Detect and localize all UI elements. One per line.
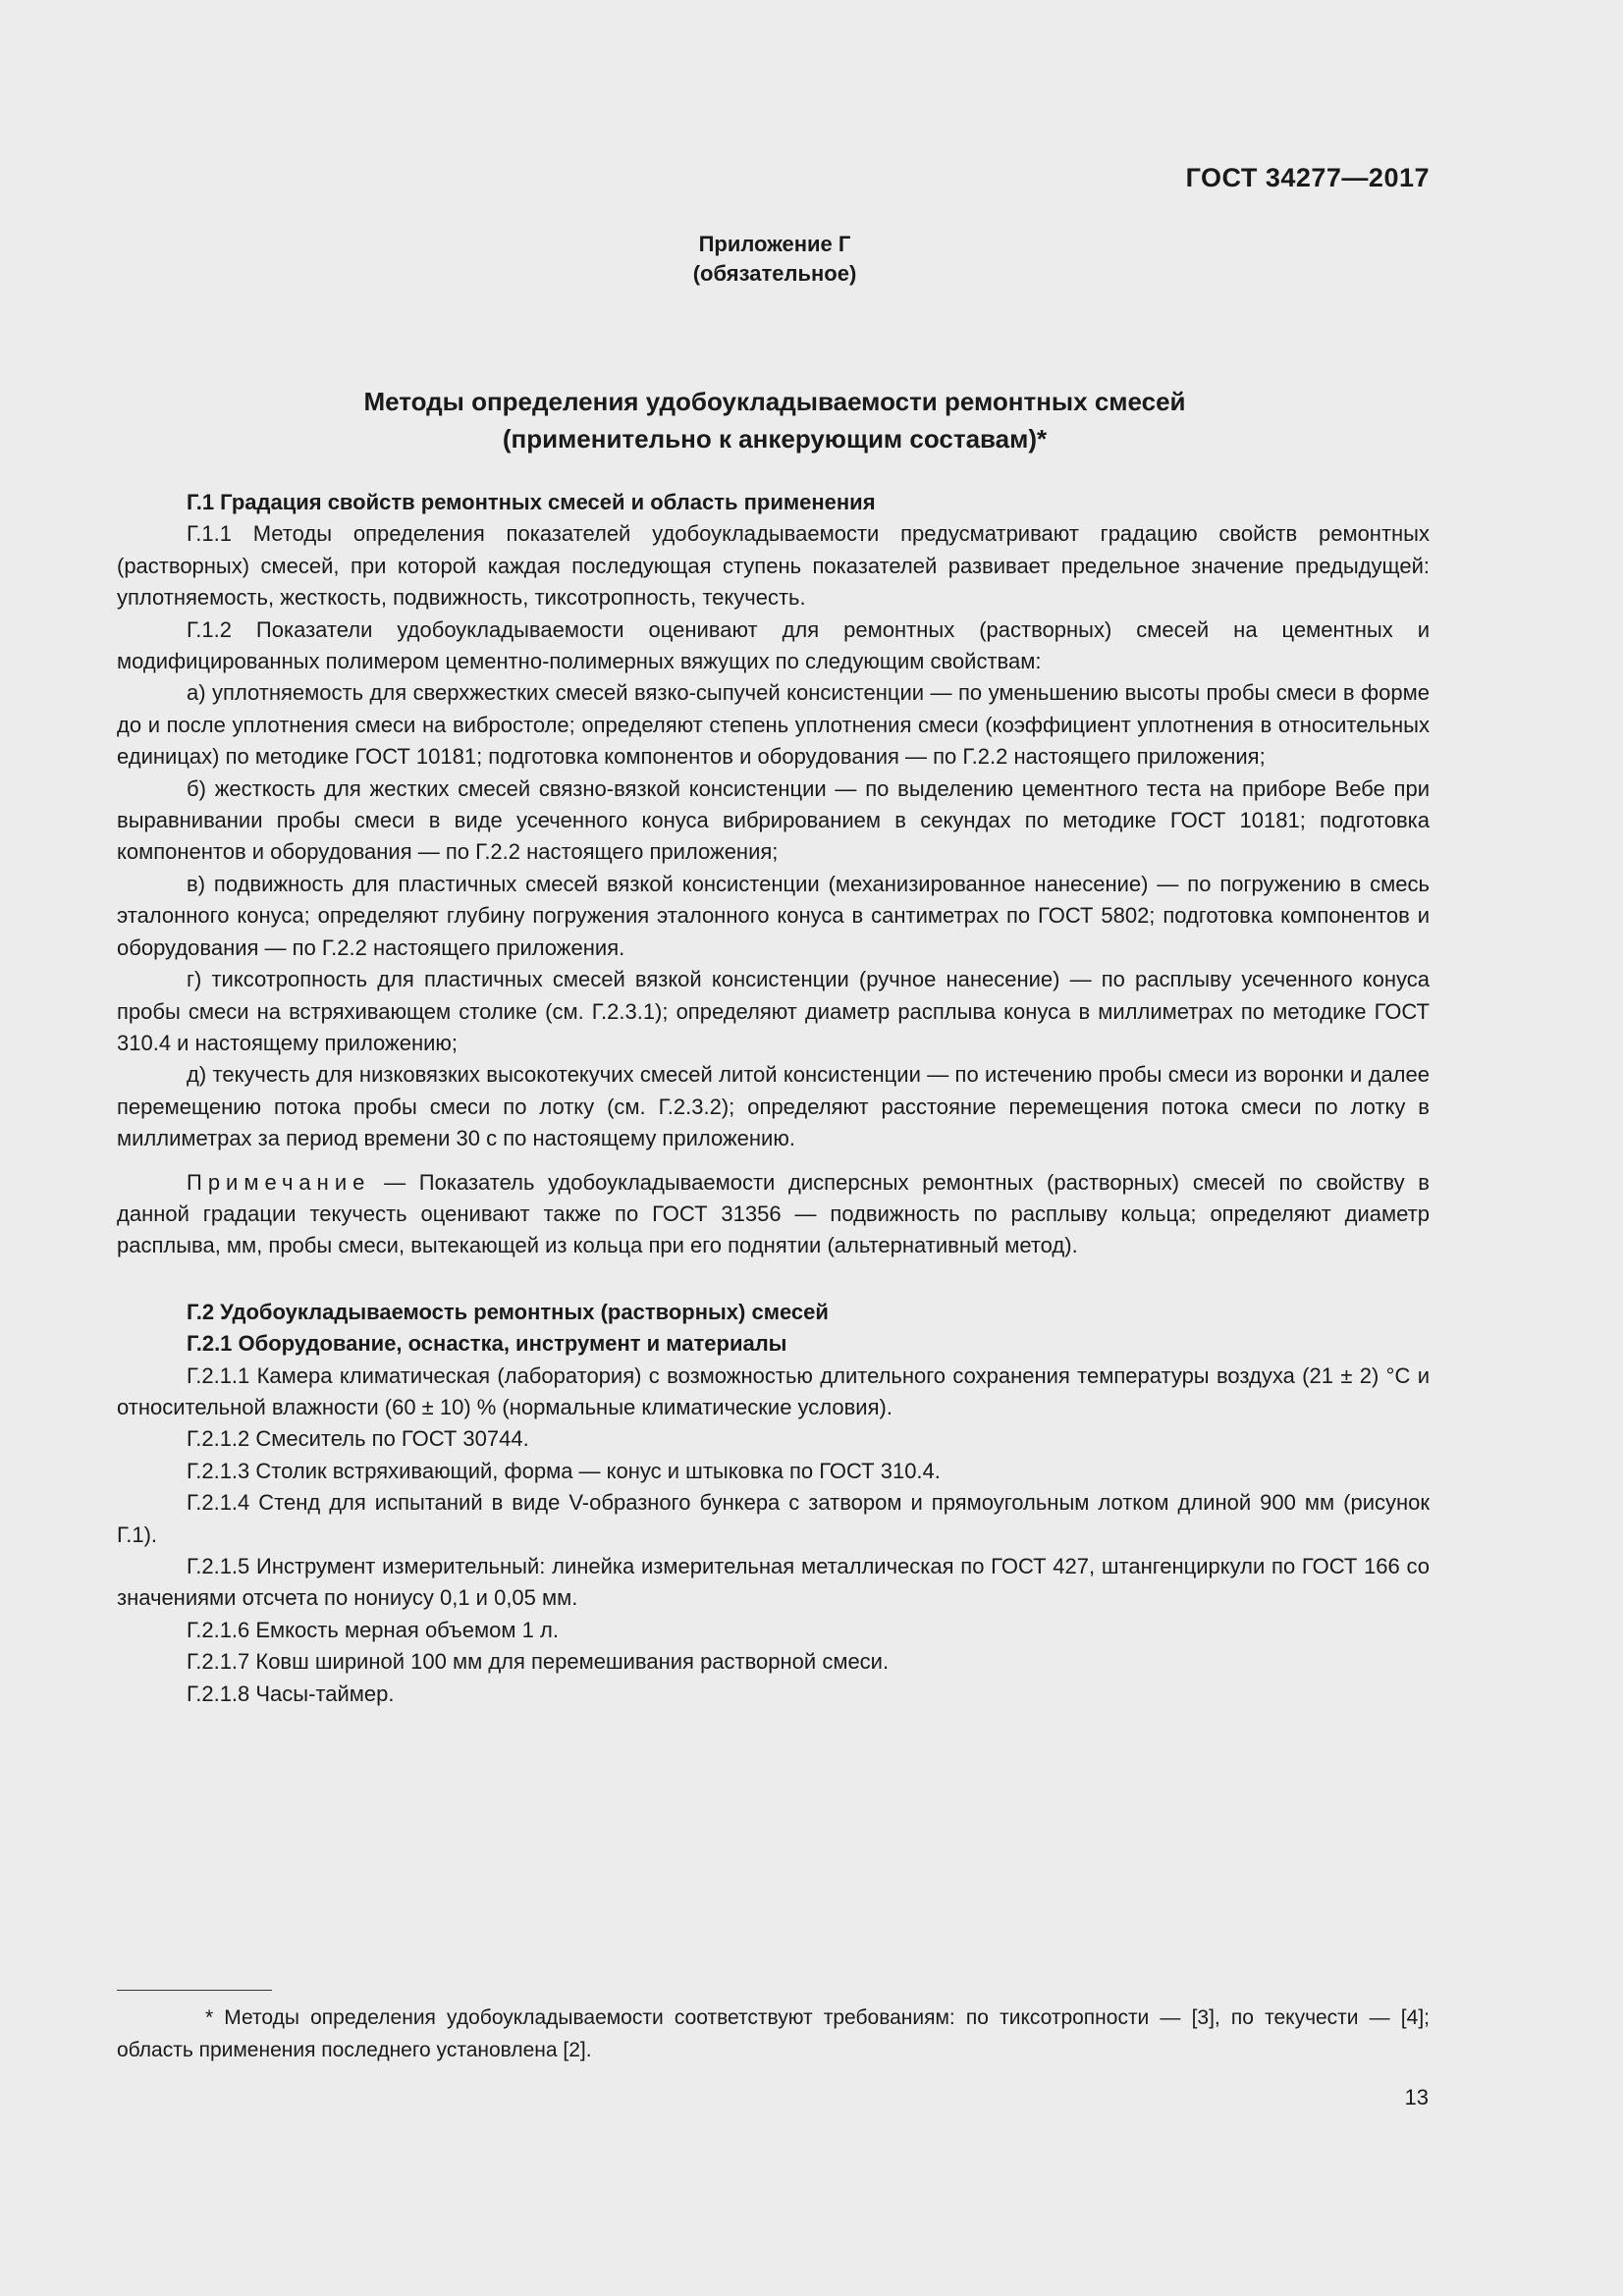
list-item-d: д) текучесть для низковязких высокотекучих смесей литой консистенции — по истечению пробы смеси из воронки и далее перемещению потока пробы смеси по лотку (см. Г.2.3.2); определяют расстояние перемещения потока смеси по лотку в миллиметрах за период времени 30 с по настоящему приложению. — [117, 1062, 1430, 1151]
paragraph-g2-1-2: Г.2.1.2 Смеситель по ГОСТ 30744. — [187, 1426, 529, 1452]
paragraph-g2-1-4: Г.2.1.4 Стенд для испытаний в виде V-образного бункера с затвором и прямоугольным лотком длиной 900 мм (рисунок Г.1). — [117, 1490, 1430, 1547]
title-line-2: (применительно к анкерующим составам)* — [502, 424, 1048, 454]
list-item-b: б) жесткость для жестких смесей связно-вязкой консистенции — по выделению цементного теста на приборе Вебе при выравнивании пробы смеси в виде усеченного конуса вибрированием в секундах по методике ГОСТ 10181; подготовка компонентов и оборудования — по Г.2.2 настоящего приложения; — [117, 775, 1430, 865]
paragraph-g2-1-6: Г.2.1.6 Емкость мерная объемом 1 л. — [187, 1617, 559, 1642]
page-number: 13 — [1404, 2085, 1429, 2109]
paragraph-g1-1: Г.1.1 Методы определения показателей удобоукладываемости предусматривают градацию свойств ремонтных (растворных) смесей, при которой каждая последующая ступень показателей развивает предельное значение предыдущей: уплотняемость, жесткость, подвижность, тиксотропность, текучесть. — [117, 521, 1430, 611]
paragraph-g2-1-8: Г.2.1.8 Часы-таймер. — [187, 1681, 395, 1706]
paragraph-g1-2: Г.1.2 Показатели удобоукладываемости оценивают для ремонтных (растворных) смесей на цементных и модифицированных полимером цементно-полимерных вяжущих по следующим свойствам: — [117, 616, 1430, 674]
appendix-heading — [0, 230, 1549, 289]
note-label: Примечание — [187, 1169, 371, 1195]
subsection-heading-g2-1: Г.2.1 Оборудование, оснастка, инструмент и материалы — [187, 1331, 787, 1357]
document-title — [0, 383, 1549, 457]
document-body — [117, 487, 1430, 1710]
note-text: — Показатель удобоукладываемости дисперсных ремонтных (растворных) смесей по свойству в данной градации текучесть оценивают также по ГОСТ 31356 — подвижность по расплыву кольца; определяют диаметр расплыва, мм, пробы смеси, вытекающей из кольца при его поднятии (альтернативный метод). — [117, 1169, 1430, 1258]
footnote-text: * Методы определения удобоукладываемости соответствуют требованиям: по тиксотропности — [3], по текучести — [4]; область применения последнего установлена [2]. — [117, 2006, 1430, 2061]
paragraph-g2-1-5: Г.2.1.5 Инструмент измерительный: линейка измерительная металлическая по ГОСТ 427, штангенциркули по ГОСТ 166 со значениями отсчета по нониусу 0,1 и 0,05 мм. — [117, 1554, 1430, 1611]
footnote — [117, 2002, 1430, 2066]
note-paragraph — [117, 1167, 1430, 1262]
paragraph-g2-1-1: Г.2.1.1 Камера климатическая (лаборатория) с возможностью длительного сохранения температуры воздуха (21 ± 2) °С и относительной влажности (60 ± 10) % (нормальные климатические условия). — [117, 1362, 1430, 1419]
standard-designation: ГОСТ 34277—2017 — [1185, 163, 1430, 192]
list-item-v: в) подвижность для пластичных смесей вязкой консистенции (механизированное нанесение) — по погружению в смесь эталонного конуса; определяют глубину погружения эталонного конуса в сантиметрах по ГОСТ 5802; подготовка компонентов и оборудования — по Г.2.2 настоящего приложения. — [117, 871, 1430, 960]
list-item-g: г) тиксотропность для пластичных смесей вязкой консистенции (ручное нанесение) — по расплыву усеченного конуса пробы смеси на встряхивающем столике (см. Г.2.3.1); определяют диаметр расплыва конуса в миллиметрах по методике ГОСТ 310.4 и настоящему приложению; — [117, 967, 1430, 1055]
paragraph-g2-1-7: Г.2.1.7 Ковш шириной 100 мм для перемешивания растворной смеси. — [187, 1649, 890, 1675]
appendix-label: Приложение Г — [698, 232, 851, 256]
paragraph-g2-1-3: Г.2.1.3 Столик встряхивающий, форма — конус и штыковка по ГОСТ 310.4. — [187, 1458, 941, 1483]
title-line-1: Методы определения удобоукладываемости ремонтных смесей — [363, 387, 1186, 416]
section-heading-g2: Г.2 Удобоукладываемость ремонтных (растворных) смесей — [187, 1299, 829, 1324]
appendix-status: (обязательное) — [692, 261, 857, 286]
footnote-divider — [117, 1990, 272, 1991]
section-heading-g1: Г.1 Градация свойств ремонтных смесей и область применения — [187, 490, 876, 514]
list-item-a: а) уплотняемость для сверхжестких смесей вязко-сыпучей консистенции — по уменьшению высоты пробы смеси в форме до и после уплотнения смеси на вибростоле; определяют степень уплотнения смеси (коэффициент уплотнения в относительных единицах) по методике ГОСТ 10181; подготовка компонентов и оборудования — по Г.2.2 настоящего приложения; — [117, 680, 1430, 770]
